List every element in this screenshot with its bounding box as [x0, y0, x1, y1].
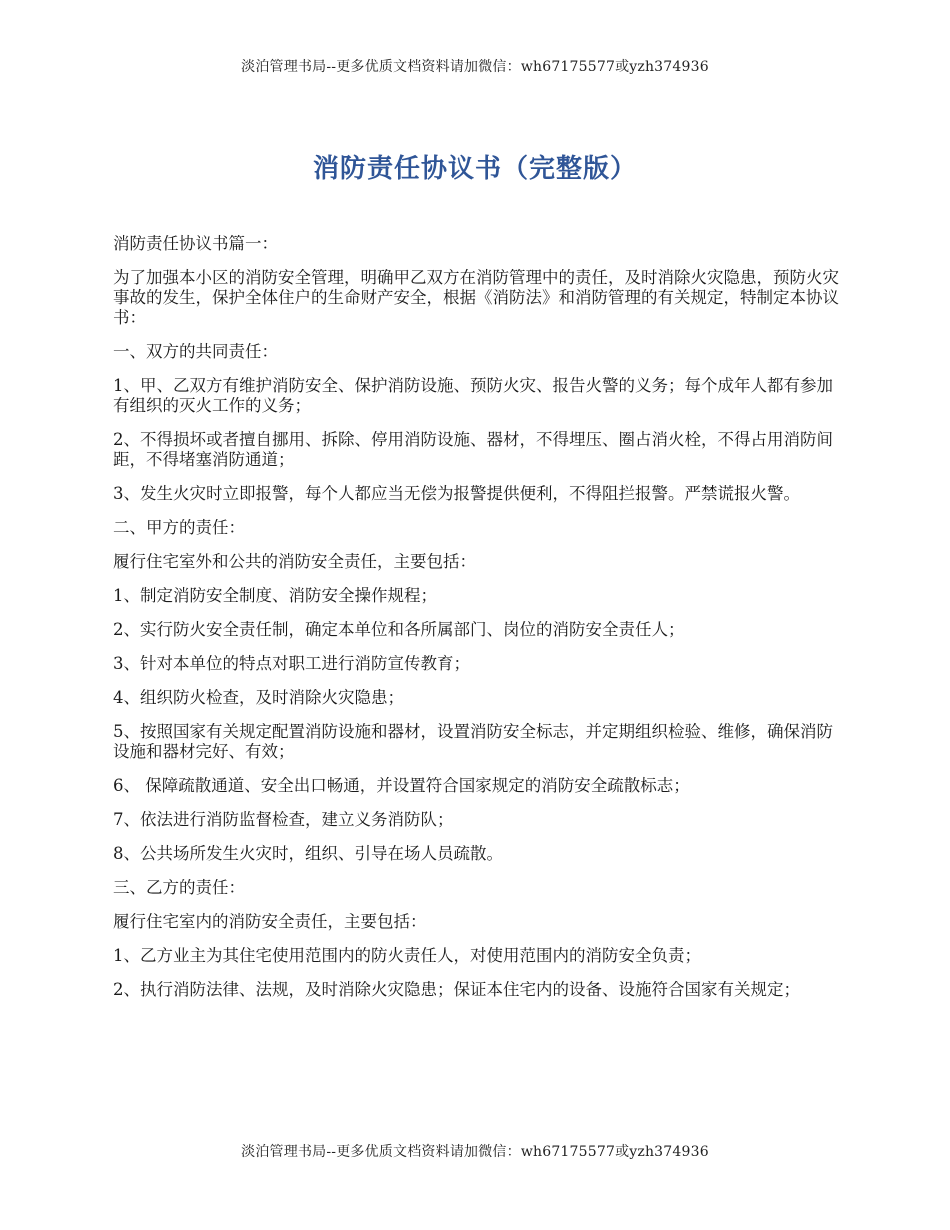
section-heading-party-b: 三、乙方的责任： — [113, 878, 245, 897]
document-title: 消防责任协议书（完整版） — [312, 154, 637, 184]
paragraph-19: 1、乙方业主为其住宅使用范围内的防火责任人，对使用范围内的消防安全负责； — [113, 946, 701, 965]
paragraph-14: 6、 保障疏散通道、安全出口畅通，并设置符合国家规定的消防安全疏散标志； — [113, 776, 690, 795]
page-footer-note: 淡泊管理书局--更多优质文档资料请加微信：wh67175577或yzh374936 — [241, 1144, 709, 1160]
paragraph-20: 2、执行消防法律、法规，及时消除火灾隐患；保证本住宅内的设备、设施符合国家有关规定； — [113, 980, 800, 999]
paragraph-4: 1、甲、乙双方有维护消防安全、保护消防设施、预防火灾、报告火警的义务；每个成年人都有参加有组织的灭火工作的义务； — [113, 376, 833, 415]
paragraph-1: 消防责任协议书篇一： — [113, 234, 278, 253]
paragraph-8: 履行住宅室外和公共的消防安全责任，主要包括： — [113, 552, 476, 571]
paragraph-11: 3、针对本单位的特点对职工进行消防宣传教育； — [113, 654, 470, 673]
section-heading-joint: 一、双方的共同责任： — [113, 342, 278, 361]
paragraph-9: 1、制定消防安全制度、消防安全操作规程； — [113, 586, 437, 605]
paragraph-2: 为了加强本小区的消防安全管理，明确甲乙双方在消防管理中的责任，及时消除火灾隐患，预防火灾事故的发生，保护全体住户的生命财产安全，根据《消防法》和消防管理的有关规定，特制定本协议书： — [113, 268, 839, 327]
paragraph-10: 2、实行防火安全责任制，确定本单位和各所属部门、岗位的消防安全责任人； — [113, 620, 685, 639]
paragraph-18: 履行住宅室内的消防安全责任，主要包括： — [113, 912, 427, 931]
paragraph-15: 7、依法进行消防监督检查，建立义务消防队； — [113, 810, 454, 829]
section-heading-party-a: 二、甲方的责任： — [113, 518, 245, 537]
paragraph-12: 4、组织防火检查，及时消除火灾隐患； — [113, 688, 404, 707]
paragraph-13: 5、按照国家有关规定配置消防设施和器材，设置消防安全标志，并定期组织检验、维修，确保消防设施和器材完好、有效； — [113, 722, 833, 761]
page-header-note: 淡泊管理书局--更多优质文档资料请加微信：wh67175577或yzh374936 — [241, 59, 709, 75]
paragraph-6: 3、发生火灾时立即报警，每个人都应当无偿为报警提供便利，不得阻拦报警。严禁谎报火警。 — [113, 484, 800, 503]
paragraph-5: 2、不得损坏或者擅自挪用、拆除、停用消防设施、器材，不得埋压、圈占消火栓，不得占用消防间距，不得堵塞消防通道； — [113, 430, 833, 469]
paragraph-16: 8、公共场所发生火灾时，组织、引导在场人员疏散。 — [113, 844, 503, 863]
document-body — [113, 234, 839, 1014]
